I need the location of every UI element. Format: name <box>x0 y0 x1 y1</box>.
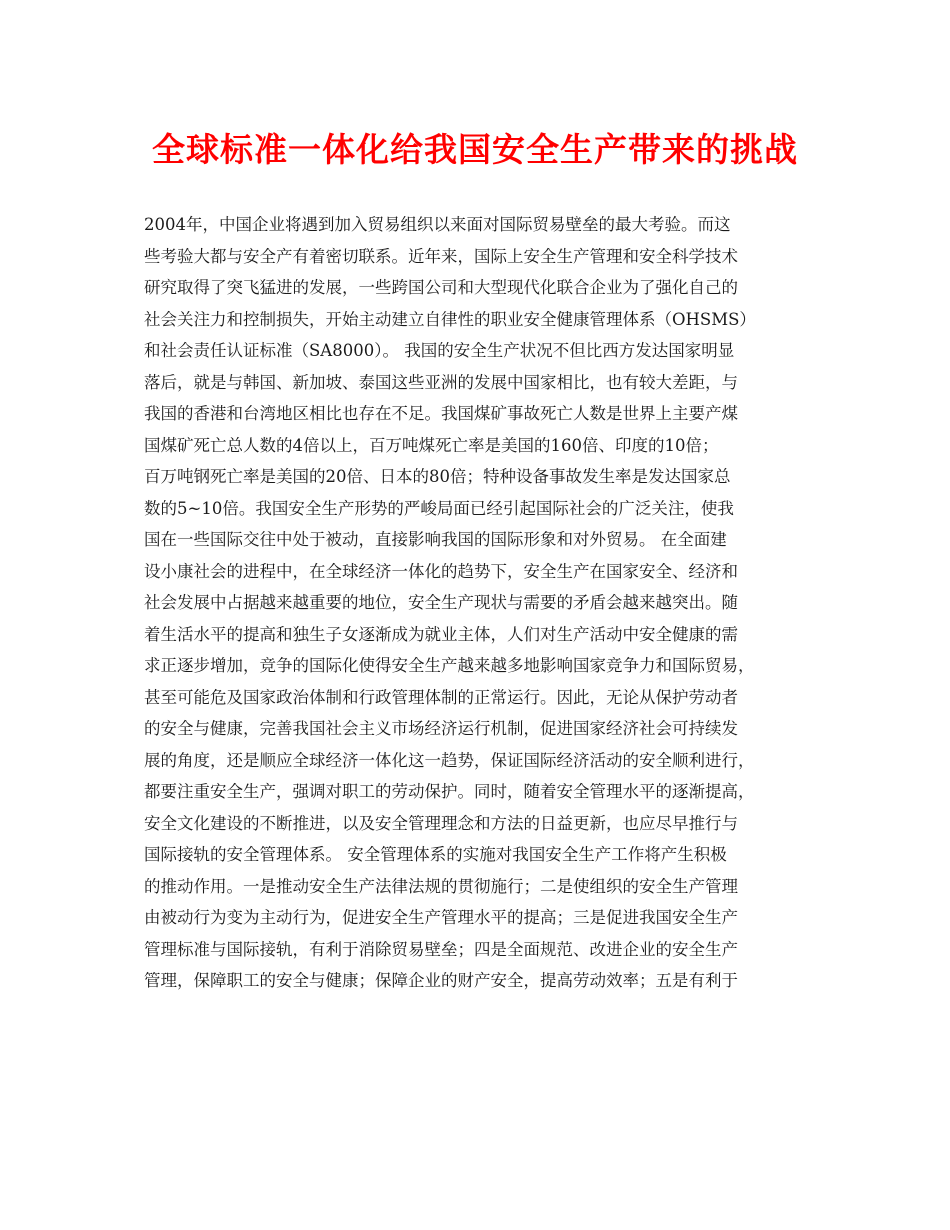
text-line: 研究取得了突飞猛进的发展，一些跨国公司和大型现代化联合企业为了强化自己的 <box>144 278 738 297</box>
text-line: 管理，保障职工的安全与健康；保障企业的财产安全，提高劳动效率；五是有利于 <box>144 971 738 990</box>
text-line: 数的5~10倍。我国安全生产形势的严峻局面已经引起国际社会的广泛关注，使我 <box>144 498 734 518</box>
text-line: 着生活水平的提高和独生子女逐渐成为就业主体，人们对生产活动中安全健康的需 <box>144 624 738 644</box>
text-line: 安全文化建设的不断推进，以及安全管理理念和方法的日益更新，也应尽早推行与 <box>144 813 738 833</box>
text-line: 都要注重安全生产，强调对职工的劳动保护。同时，随着安全管理水平的逐渐提高， <box>144 782 755 801</box>
text-line: 国际接轨的安全管理体系。 安全管理体系的实施对我国安全生产工作将产生积极 <box>144 845 727 864</box>
text-line: 设小康社会的进程中，在全球经济一体化的趋势下，安全生产在国家安全、经济和 <box>144 561 738 581</box>
text-line: 2004年，中国企业将遇到加入贸易组织以来面对国际贸易壁垒的最大考验。而这 <box>144 215 731 234</box>
text-line: 由被动行为变为主动行为，促进安全生产管理水平的提高；三是促进我国安全生产 <box>144 908 738 927</box>
text-line: 甚至可能危及国家政治体制和行政管理体制的正常运行。因此，无论从保护劳动者 <box>144 687 738 707</box>
text-line: 些考验大都与安全产有着密切联系。近年来，国际上安全生产管理和安全科学技术 <box>144 246 738 266</box>
text-line: 国煤矿死亡总人数的4倍以上，百万吨煤死亡率是美国的160倍、印度的10倍； <box>144 435 719 455</box>
text-line: 百万吨钢死亡率是美国的20倍、日本的80倍；特种设备事故发生率是发达国家总 <box>144 467 731 486</box>
text-line: 我国的香港和台湾地区相比也存在不足。我国煤矿事故死亡人数是世界上主要产煤 <box>144 404 738 423</box>
document-title: 全球标准一体化给我国安全生产带来的挑战 <box>152 130 798 169</box>
text-line: 落后，就是与韩国、新加坡、泰国这些亚洲的发展中国家相比，也有较大差距，与 <box>144 372 738 392</box>
text-line: 和社会责任认证标准（SA8000）。 我国的安全生产状况不但比西方发达国家明显 <box>144 341 735 360</box>
text-line: 展的角度，还是顺应全球经济一体化这一趋势，保证国际经济活动的安全顺利进行， <box>144 750 755 770</box>
text-line: 的安全与健康，完善我国社会主义市场经济运行机制，促进国家经济社会可持续发 <box>144 719 738 738</box>
text-line: 管理标准与国际接轨，有利于消除贸易壁垒；四是全面规范、改进企业的安全生产 <box>144 939 738 959</box>
text-line: 社会关注力和控制损失，开始主动建立自律性的职业安全健康管理体系（OHSMS） <box>144 309 756 329</box>
text-line: 的推动作用。一是推动安全生产法律法规的贯彻施行；二是使组织的安全生产管理 <box>144 876 738 896</box>
text-line: 国在一些国际交往中处于被动，直接影响我国的国际形象和对外贸易。 在全面建 <box>144 530 727 549</box>
document-body <box>144 209 814 997</box>
text-line: 求正逐步增加，竞争的国际化使得安全生产越来越多地影响国家竞争力和国际贸易， <box>144 656 755 675</box>
text-line: 社会发展中占据越来越重要的地位，安全生产现状与需要的矛盾会越来越突出。随 <box>144 593 738 612</box>
